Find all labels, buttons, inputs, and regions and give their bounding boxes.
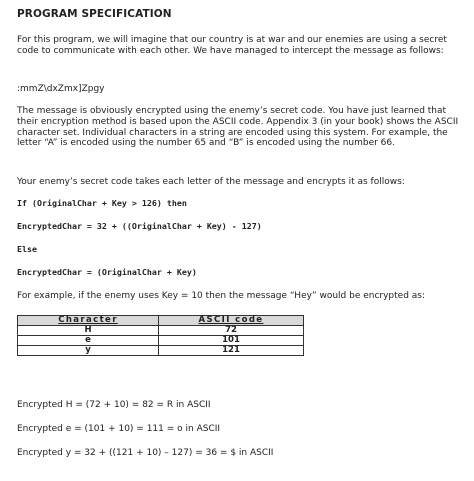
table-cell-character: y bbox=[18, 346, 159, 356]
column-header-ascii-code: ASCII code bbox=[159, 316, 304, 326]
intro-paragraph: For this program, we will imagine that our country is at war and our enemies are using a secret code to communicate with each other. We have managed to intercept the message as follows: bbox=[17, 35, 447, 56]
encryption-paragraph: The message is obviously encrypted using the enemy’s secret code. You have just learned that their encryption method is based upon the ASCII code. Appendix 3 (in your book) shows the ASCII character set. Individual characters in a string are encoded using this system. For example, the letter “A” is encoded using the number 65 and “B” is encoded using the number 66. bbox=[17, 106, 459, 149]
table-header-row bbox=[18, 316, 304, 326]
column-header-character: Character bbox=[18, 316, 159, 326]
encrypted-h-line: Encrypted H = (72 + 10) = 82 = R in ASCII bbox=[17, 400, 211, 410]
ascii-table bbox=[17, 315, 304, 356]
table-row bbox=[18, 346, 304, 356]
code-line-encrypted-plain: EncryptedChar = (OriginalChar + Key) bbox=[17, 267, 197, 277]
table-cell-character: e bbox=[18, 336, 159, 346]
page-title: PROGRAM SPECIFICATION bbox=[17, 8, 172, 20]
code-line-encrypted-wrap: EncryptedChar = 32 + ((OriginalChar + Key) - 127) bbox=[17, 221, 262, 231]
example-paragraph: For example, if the enemy uses Key = 10 then the message “Hey” would be encrypted as: bbox=[17, 291, 426, 301]
table-cell-character: H bbox=[18, 326, 159, 336]
intercepted-message: :mmZ\dxZmx]Zpgy bbox=[17, 84, 105, 94]
encrypted-e-line: Encrypted e = (101 + 10) = 111 = o in ASCII bbox=[17, 424, 221, 434]
table-cell-ascii: 121 bbox=[159, 346, 304, 356]
code-line-else: Else bbox=[17, 244, 37, 254]
table-cell-ascii: 72 bbox=[159, 326, 304, 336]
code-line-if: If (OriginalChar + Key > 126) then bbox=[17, 198, 187, 208]
table-cell-ascii: 101 bbox=[159, 336, 304, 346]
table-row bbox=[18, 326, 304, 336]
encrypted-y-line: Encrypted y = 32 + ((121 + 10) – 127) = 36 = $ in ASCII bbox=[17, 448, 274, 458]
secret-code-paragraph: Your enemy’s secret code takes each letter of the message and encrypts it as follows: bbox=[17, 177, 405, 187]
table-row bbox=[18, 336, 304, 346]
